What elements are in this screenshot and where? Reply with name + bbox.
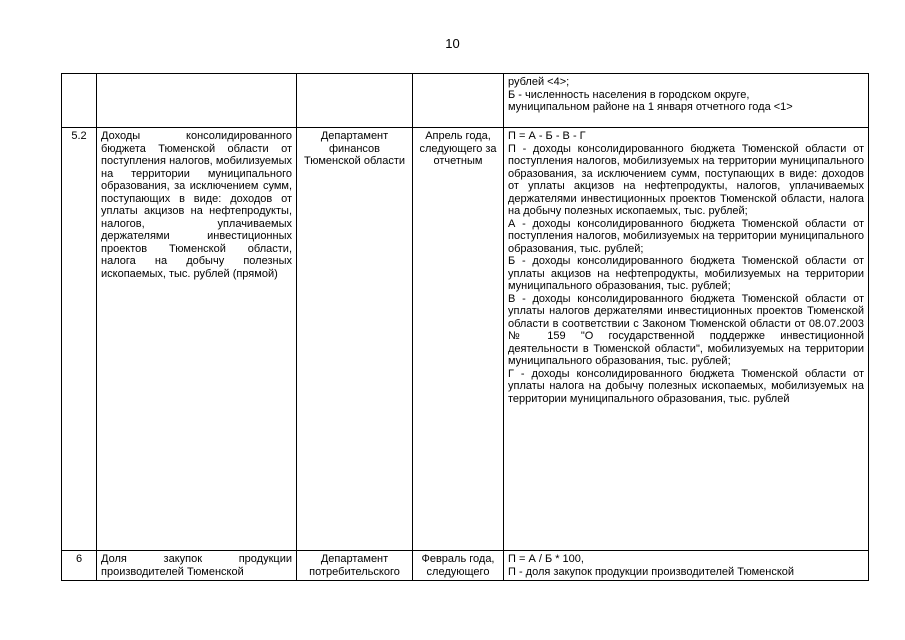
formula-line: муниципальном районе на 1 января отчетного года <1> [508,101,793,113]
table-row [62,551,869,581]
row-number [62,74,97,128]
calculation-method [504,74,869,128]
formula-line: Б - численность населения в городском округе, [508,88,750,101]
page-number: 10 [445,36,460,51]
indicator-name: Доходы консолидированного бюджета Тюменской области от поступления налогов, мобилизуемых на территории муниципального образования, за исключением сумм, поступающих в виде: доходов от уплаты акцизов на нефтепродукты, налогов, уплачиваемых держателями инвестиционных проектов Тюменской области, налога на добычу полезных ископаемых, тыс. рублей (прямой) [97,128,297,551]
formula-line: рублей <4>; [508,76,570,88]
row-number: 5.2 [62,128,97,551]
formula-line: Г - доходы консолидированного бюджета Тюменской области от уплаты налога на добычу полезных ископаемых, мобилизуемых на территории муниципального образования, тыс. рублей [508,367,864,405]
row-number: 6 [62,551,97,581]
calculation-method [504,128,869,551]
formula-line: П - доля закупок продукции производителей Тюменской [508,565,795,578]
submission-deadline: Апрель года, следующего за отчетным [413,128,504,551]
indicator-name: Доля закупок продукции производителей Тюменской [97,551,297,581]
indicator-name [97,74,297,128]
indicators-table [61,73,869,581]
formula-line: П = А - Б - В - Г [508,130,586,142]
responsible-body [297,74,413,128]
calculation-method [504,551,869,581]
formula-line: А - доходы консолидированного бюджета Тюменской области от поступления налогов, мобилизуемых на территории муниципального образования, тыс. рублей; [508,217,864,255]
formula-line: П - доходы консолидированного бюджета Тюменской области от поступления налогов, мобилизуемых на территории муниципального образования, за исключением сумм, поступающих в виде: доходов от уплаты акцизов на нефтепродукты, налогов, уплачиваемых держателями инвестиционных проектов Тюменской области, налога на добычу полезных ископаемых, тыс. рублей; [508,142,864,217]
table-row [62,74,869,128]
formula-line: В - доходы консолидированного бюджета Тюменской области от уплаты налогов держателями инвестиционных проектов Тюменской области в соответствии с Законом Тюменской области от 08.07.2003 № 159 "О государственной поддержке инвестиционной деятельности в Тюменской области", мобилизуемых на территории муниципального образования, тыс. рублей; [508,292,864,367]
submission-deadline: Февраль года, следующего [413,551,504,581]
submission-deadline [413,74,504,128]
table-row [62,128,869,551]
responsible-body: Департамент потребительского [297,551,413,581]
formula-line: П = А / Б * 100, [508,553,584,565]
responsible-body: Департамент финансов Тюменской области [297,128,413,551]
formula-line: Б - доходы консолидированного бюджета Тюменской области от уплаты акцизов на нефтепродукты, мобилизуемых на территории муниципального образования, тыс. рублей; [508,255,864,292]
